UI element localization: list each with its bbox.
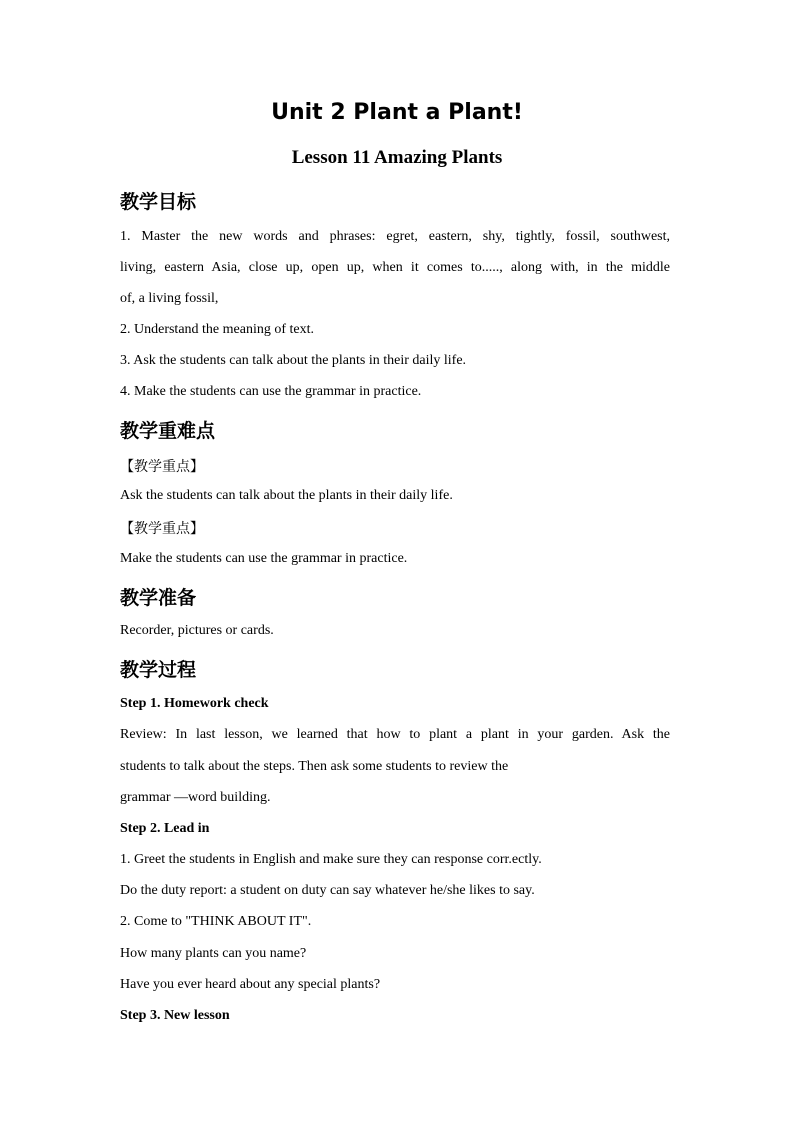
lesson-subtitle: Lesson 11 Amazing Plants [291, 147, 503, 168]
key-point-text: Make the students can use the grammar in practice. [120, 551, 408, 566]
step-line: grammar —word building. [120, 790, 271, 805]
key-point-text: Ask the students can talk about the plants in their daily life. [120, 488, 453, 503]
step-heading: Step 3. New lesson [120, 1008, 230, 1023]
step-line: Have you ever heard about any special plants? [120, 977, 381, 992]
heading-teaching-preparation: 教学准备 [120, 587, 197, 609]
objective-line: 1. Master the new words and phrases: egret, eastern, shy, tightly, fossil, southwest, [120, 229, 670, 244]
step-line: Do the duty report: a student on duty can say whatever he/she likes to say. [120, 883, 535, 898]
document-title: Unit 2 Plant a Plant! [271, 100, 523, 125]
key-point-label: 【教学重点】 [120, 459, 204, 475]
objective-line: of, a living fossil, [120, 291, 219, 306]
objective-line: 3. Ask the students can talk about the plants in their daily life. [120, 353, 467, 368]
preparation-text: Recorder, pictures or cards. [120, 623, 274, 638]
heading-key-difficult-points: 教学重难点 [120, 420, 216, 442]
step-line: 2. Come to "THINK ABOUT IT". [120, 914, 312, 929]
key-point-label: 【教学重点】 [120, 521, 204, 537]
step-heading: Step 1. Homework check [120, 696, 269, 711]
step-line: students to talk about the steps. Then ask some students to review the [120, 759, 509, 774]
step-line: How many plants can you name? [120, 946, 307, 961]
objective-line: 2. Understand the meaning of text. [120, 322, 315, 337]
step-line: 1. Greet the students in English and make sure they can response corr.ectly. [120, 852, 542, 867]
objective-line: living, eastern Asia, close up, open up, when it comes to....., along with, in the middle [120, 260, 670, 275]
step-heading: Step 2. Lead in [120, 821, 210, 836]
step-line: Review: In last lesson, we learned that how to plant a plant in your garden. Ask the [120, 727, 670, 742]
heading-teaching-objectives: 教学目标 [120, 191, 197, 213]
heading-teaching-process: 教学过程 [120, 659, 197, 681]
objective-line: 4. Make the students can use the grammar in practice. [120, 384, 422, 399]
